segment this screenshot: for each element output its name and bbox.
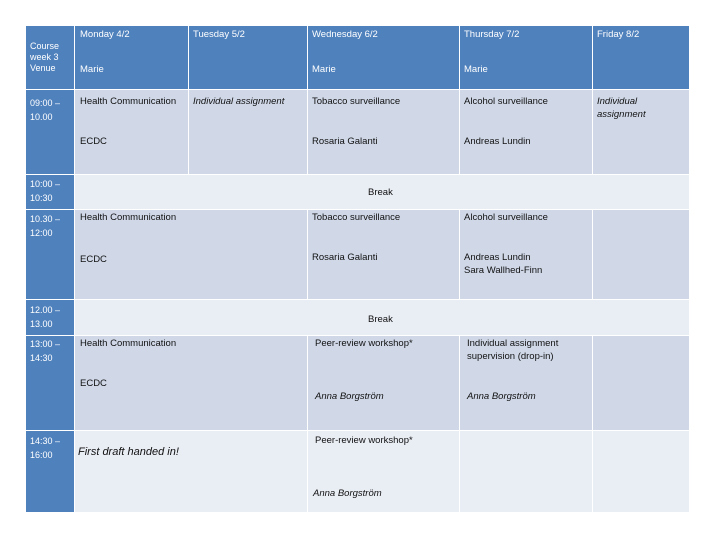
s1-wednesday-teacher: Rosaria Galanti xyxy=(312,136,378,147)
venue-thursday: Marie xyxy=(464,64,488,75)
s1-tuesday-title: Individual assignment xyxy=(193,96,285,107)
day-tuesday: Tuesday 5/2 xyxy=(193,29,245,40)
s1-thursday-title: Alcohol surveillance xyxy=(464,96,548,107)
s3-thursday-title-1: Individual assignment xyxy=(467,338,559,349)
s2-wednesday-teacher: Rosaria Galanti xyxy=(312,252,378,263)
s1-friday-title: Individual assignment xyxy=(597,96,646,120)
break-label-1: Break xyxy=(368,187,393,198)
corner-label: Course week 3 Venue xyxy=(30,41,60,73)
s2-thursday-teacher-2: Sara Wallhed-Finn xyxy=(464,265,543,276)
s3-wednesday-title: Peer-review workshop* xyxy=(315,338,413,349)
day-monday: Monday 4/2 xyxy=(80,29,130,40)
s3-wednesday-teacher: Anna Borgström xyxy=(315,391,384,402)
s2-thursday-teacher-1: Andreas Lundin xyxy=(464,252,531,263)
time-label-s4: 14:30 – 16:00 xyxy=(30,436,61,460)
day-thursday: Thursday 7/2 xyxy=(464,29,520,40)
s2-wednesday-title: Tobacco surveillance xyxy=(312,212,401,223)
time-label-b2: 12.00 – 13.00 xyxy=(30,305,61,329)
s1-monday-teacher: ECDC xyxy=(80,136,107,147)
s3-monday-teacher: ECDC xyxy=(80,378,107,389)
s1-monday-title: Health Communication xyxy=(80,96,177,107)
time-label-b1: 10:00 – 10:30 xyxy=(30,179,61,203)
time-label-s3: 13:00 – 14:30 xyxy=(30,339,61,363)
s1-wednesday-title: Tobacco surveillance xyxy=(312,96,401,107)
s3-thursday-title-2: supervision (drop-in) xyxy=(467,351,554,362)
day-friday: Friday 8/2 xyxy=(597,29,640,40)
s1-thursday-teacher: Andreas Lundin xyxy=(464,136,531,147)
time-label-s2: 10.30 – 12:00 xyxy=(30,214,61,238)
s2-monday-title: Health Communication xyxy=(80,212,177,223)
s2-monday-teacher: ECDC xyxy=(80,254,107,265)
s3-thursday-teacher: Anna Borgström xyxy=(467,391,536,402)
time-label-s1: 09:00 – 10.00 xyxy=(30,98,61,122)
venue-wednesday: Marie xyxy=(312,64,336,75)
s4-monday-title: First draft handed in! xyxy=(78,446,179,458)
s4-wednesday-title: Peer-review workshop* xyxy=(315,435,413,446)
break-label-2: Break xyxy=(368,314,393,325)
s2-thursday-title: Alcohol surveillance xyxy=(464,212,548,223)
venue-monday: Marie xyxy=(80,64,104,75)
s3-monday-title: Health Communication xyxy=(80,338,177,349)
s4-wednesday-teacher: Anna Borgström xyxy=(313,488,382,499)
day-wednesday: Wednesday 6/2 xyxy=(312,29,378,40)
